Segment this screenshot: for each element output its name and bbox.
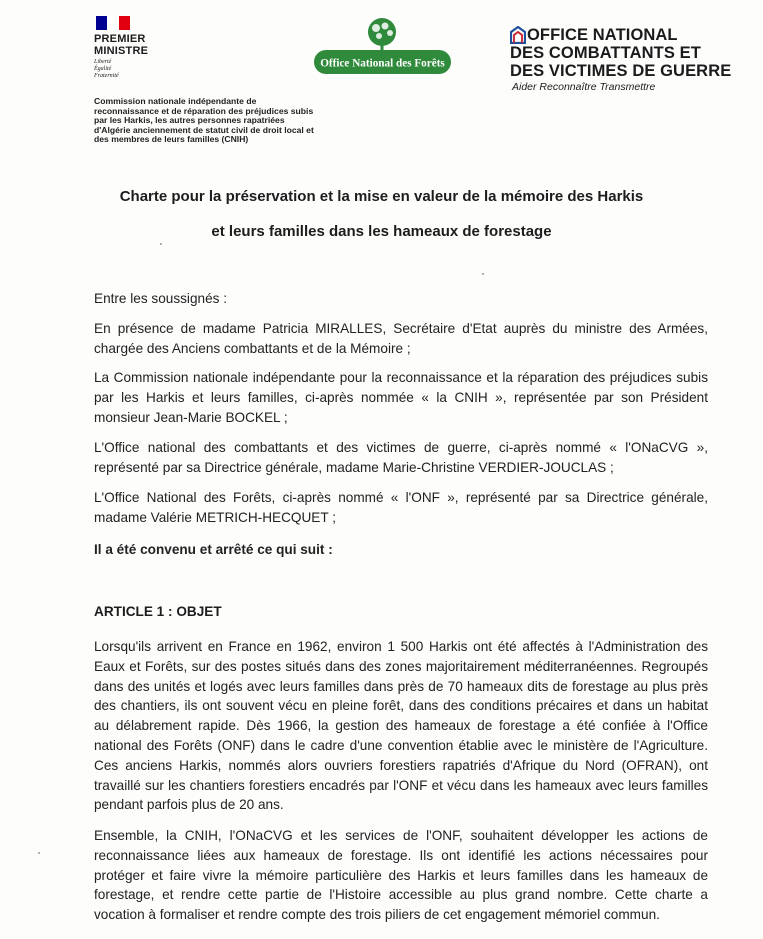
onacvg-tagline: Aider Reconnaître Transmettre bbox=[512, 81, 656, 93]
republic-motto: Liberté Égalité Fraternité bbox=[94, 59, 119, 79]
republique-francaise-logo bbox=[94, 16, 324, 80]
onf-tree-icon bbox=[368, 18, 396, 52]
french-flag-icon bbox=[96, 16, 130, 30]
onacvg-line-2: DES COMBATTANTS ET bbox=[510, 44, 701, 62]
onacvg-logo bbox=[510, 26, 750, 93]
party-cnih: La Commission nationale indépendante pour la reconnaissance et la réparation des préjudices subis par les Harkis et leurs familles, ci-après nommée « la CNIH », représentée par son Président monsieur Jean-Marie BOCKEL ; bbox=[94, 370, 708, 425]
onacvg-mark-icon bbox=[510, 26, 526, 44]
party-secretary-of-state: En présence de madame Patricia MIRALLES, Secrétaire d'Etat auprès du ministre des Armées, chargée des Anciens combattants et de la Mémoire ; bbox=[94, 321, 708, 356]
parties-intro: Entre les soussignés : bbox=[94, 291, 227, 306]
cnih-caption: Commission nationale indépendante de reconnaissance et de réparation des préjudices subis par les Harkis, les autres personnes rapatriées d'Algérie anciennement de statut civil de droit local et des membres de leurs familles (CNIH) bbox=[94, 96, 314, 145]
scan-speck bbox=[160, 243, 162, 245]
onacvg-line-1: OFFICE NATIONAL bbox=[527, 26, 678, 44]
charter-title-line-2: et leurs familles dans les hameaux de forestage bbox=[211, 223, 552, 240]
party-onf: L'Office National des Forêts, ci-après nommé « l'ONF », représenté par sa Directrice générale, madame Valérie METRICH-HECQUET ; bbox=[94, 490, 708, 525]
article-1-paragraph-1: Lorsqu'ils arrivent en France en 1962, environ 1 500 Harkis ont été affectés à l'Administration des Eaux et Forêts, sur des postes situés dans des zones majoritairement méditerranéennes. Regroupés dans des unités et logés avec leurs familles dans près de 70 hameaux dits de forestage au plus près des chantiers, ils ont souvent vécu en pleine forêt, dans des conditions précaires et dans un habitat au délabrement rapide. Dès 1966, la gestion des hameaux de forestage a été confiée à l'Office national des Forêts (ONF) dans le cadre d'une convention établie avec le ministère de l'Agriculture. Ces anciens Harkis, nommés alors ouvriers forestiers rapatriés d'Afrique du Nord (OFRAN), ont travaillé sur les chantiers forestiers encadrés par l'ONF et vécu dans les hameaux avec leurs familles pendant parfois plus de 20 ans. bbox=[94, 639, 708, 813]
premier-ministre-title: PREMIER MINISTRE bbox=[94, 33, 149, 57]
onacvg-line-3: DES VICTIMES DE GUERRE bbox=[510, 62, 732, 80]
scan-speck bbox=[482, 273, 484, 275]
onf-logo-text: Office National des Forêts bbox=[320, 57, 445, 70]
agreement-statement: Il a été convenu et arrêté ce qui suit : bbox=[94, 542, 333, 557]
scan-speck bbox=[38, 852, 40, 854]
onf-logo bbox=[310, 14, 455, 80]
article-1-heading: ARTICLE 1 : OBJET bbox=[94, 604, 222, 619]
party-onacvg: L'Office national des combattants et des victimes de guerre, ci-après nommé « l'ONaCVG », représenté par sa Directrice générale, madame Marie-Christine VERDIER-JOUCLAS ; bbox=[94, 440, 708, 475]
article-1-paragraph-2: Ensemble, la CNIH, l'ONaCVG et les services de l'ONF, souhaitent développer les actions de reconnaissance liées aux hameaux de forestage. Ils ont identifié les actions nécessaires pour protéger et faire vivre la mémoire particulière des Harkis et leurs familles dans les hameaux de forestage, et rendre cette partie de l'Histoire accessible au plus grand nombre. Cette charte a vocation à formaliser et rendre compte des trois piliers de cet engagement mémoriel commun. bbox=[94, 828, 708, 923]
charter-title-line-1: Charte pour la préservation et la mise en valeur de la mémoire des Harkis bbox=[119, 188, 644, 205]
